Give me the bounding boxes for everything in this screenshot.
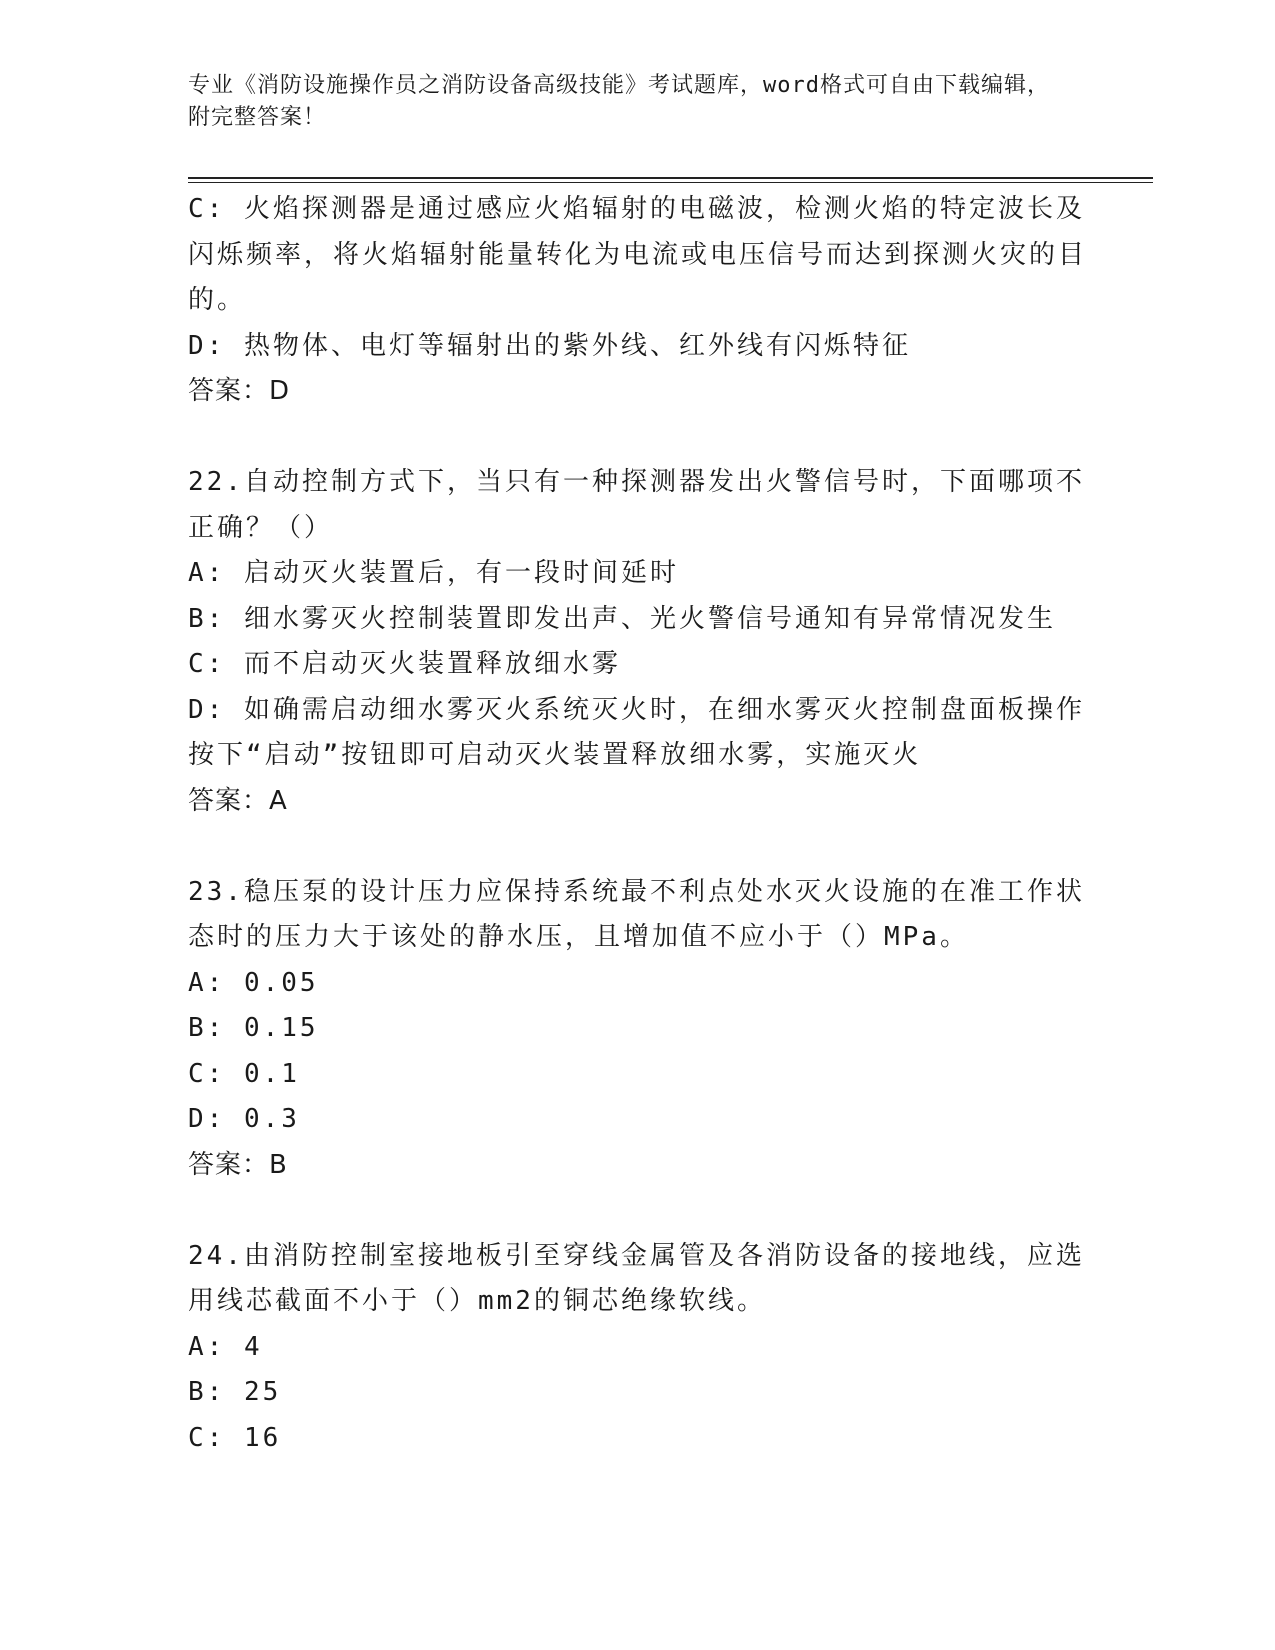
option-b: B: 细水雾灭火控制装置即发出声、光火警信号通知有异常情况发生 [188,603,1056,634]
question-gap [188,1188,1088,1234]
option-b: B: 25 [188,1377,282,1407]
option-c: C: 而不启动灭火装置释放细水雾 [188,649,621,679]
question-stem: 22.自动控制方式下，当只有一种探测器发出火警信号时，下面哪项不正确？（） [188,467,1085,543]
question-stem: 24.由消防控制室接地板引至穿线金属管及各消防设备的接地线，应选用线芯截面不小于（）mm2的铜芯绝缘软线。 [188,1240,1085,1316]
option-d: D: 如确需启动细水雾灭火系统灭火时，在细水雾灭火控制盘面板操作按下“启动”按钮即可启动灭火装置释放细水雾，实施灭火 [188,694,1085,770]
question-22 [188,460,1088,824]
document-header: 专业《消防设施操作员之消防设备高级技能》考试题库，word格式可自由下载编辑，附完整答案！ [188,73,1050,130]
question-list [188,187,1088,1461]
header-divider-thick [188,177,1153,179]
option-b: B: 0.15 [188,1013,319,1043]
answer-line: 答案：D [188,376,291,406]
question-21-continuation [188,187,1088,415]
answer-line: 答案：B [188,1149,288,1180]
option-a: A: 0.05 [188,967,319,998]
option-a: A: 4 [188,1331,263,1362]
answer-line: 答案：A [188,785,288,816]
question-gap [188,824,1088,870]
option-c: C: 16 [188,1422,282,1453]
option-a: A: 启动灭火装置后，有一段时间延时 [188,558,679,588]
option-c: C: 火焰探测器是通过感应火焰辐射的电磁波，检测火焰的特定波长及闪烁频率，将火焰辐射能量转化为电流或电压信号而达到探测火灾的目的。 [188,194,1088,315]
question-gap [188,415,1088,461]
header-divider-thin [188,182,1153,183]
option-c: C: 0.1 [188,1058,300,1089]
option-d: D: 0.3 [188,1104,300,1134]
question-23 [188,870,1088,1189]
question-stem: 23.稳压泵的设计压力应保持系统最不利点处水灭火设施的在准工作状态时的压力大于该处的静水压，且增加值不应小于（）MPa。 [188,876,1085,952]
option-d: D: 热物体、电灯等辐射出的紫外线、红外线有闪烁特征 [188,330,911,361]
question-24 [188,1234,1088,1462]
